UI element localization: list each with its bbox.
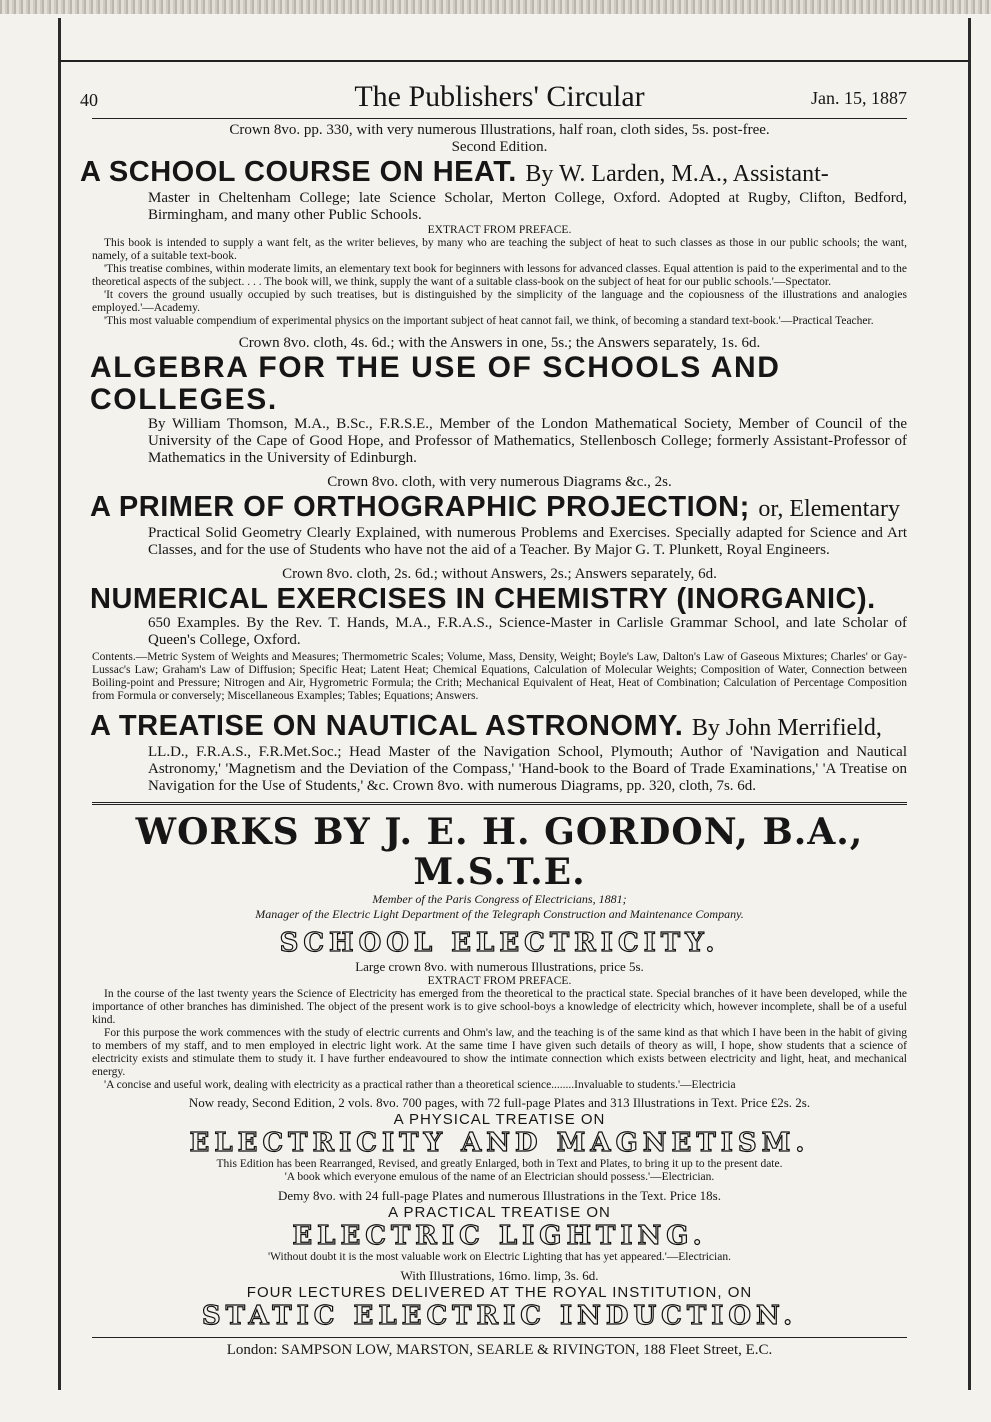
review-quote: 'This most valuable compendium of experimental physics on the important subject of heat cannot fail, we think, of becoming a standard text-book.'—Practical Teacher. xyxy=(104,315,874,327)
book-title xyxy=(90,710,907,744)
imprint-line: Now ready, Second Edition, 2 vols. 8vo. 700 pages, with 72 full-page Plates and 313 Illustrations in Text. Price £2s. 2s. xyxy=(188,1095,811,1110)
title-prefix: FOUR LECTURES DELIVERED AT THE ROYAL INSTITUTION, ON xyxy=(246,1284,753,1301)
book-title: SCHOOL ELECTRICITY. xyxy=(279,928,720,958)
author-desc: Master in Cheltenham College; late Science Scholar, Merton College, Oxford. Adopted at Rugby, Clifton, Bedford, Birmingham, and many other Public Schools. xyxy=(148,190,907,223)
book-title: STATIC ELECTRIC INDUCTION. xyxy=(201,1301,798,1331)
title-text: A SCHOOL COURSE ON HEAT. xyxy=(80,156,517,188)
review-quote: 'A book which everyone emulous of the name of an Electrician should possess.'—Electrician. xyxy=(284,1171,715,1183)
imprint-line: Crown 8vo. cloth, 4s. 6d.; with the Answers in one, 5s.; the Answers separately, 1s. 6d. xyxy=(238,335,761,351)
page-number: 40 xyxy=(80,90,98,110)
edition-line: Second Edition. xyxy=(451,139,548,155)
imprint-line: Crown 8vo. cloth, with very numerous Diagrams &c., 2s. xyxy=(327,474,672,490)
review-quote: 'It covers the ground usually occupied by such treatises, but is distinguished by the simplicity of the language and the copiousness of the illustrations and analogies employed.'—Academy. xyxy=(92,289,907,314)
section-heading: WORKS BY J. E. H. GORDON, B.A., M.S.T.E. xyxy=(135,811,864,893)
top-rule xyxy=(60,60,969,62)
book-title: ELECTRICITY AND MAGNETISM. xyxy=(189,1128,810,1158)
publisher-footer: London: SAMPSON LOW, MARSTON, SEARLE & RIVINGTON, 188 Fleet Street, E.C. xyxy=(92,1337,907,1359)
page-content xyxy=(80,80,907,1359)
imprint-line: Crown 8vo. cloth, 2s. 6d.; without Answers, 2s.; Answers separately, 6d. xyxy=(282,566,717,582)
right-border-rule xyxy=(968,18,971,1390)
journal-title: The Publishers' Circular xyxy=(354,80,645,113)
author-desc: 650 Examples. By the Rev. T. Hands, M.A., F.R.A.S., Science-Master in Carlisle Grammar School, and late Scholar of Queen's College, Oxford. xyxy=(148,615,907,648)
author-credential: Member of the Paris Congress of Electricians, 1881; xyxy=(372,892,627,906)
ad-nautical-astronomy xyxy=(92,710,907,795)
ad-school-course-heat xyxy=(80,122,907,328)
issue-date: Jan. 15, 1887 xyxy=(811,88,907,108)
title-text: A TREATISE ON NAUTICAL ASTRONOMY. xyxy=(90,710,684,742)
author-desc: LL.D., F.R.A.S., F.R.Met.Soc.; Head Master of the Navigation School, Plymouth; Author of 'Navigation and Nautical Astronomy,' 'Magnetism and the Deviation of the Compass,' 'Hand-book to the Board of Trade Examinations,' 'A Treatise on Navigation for the Use of Students,' &c. Crown 8vo. with numerous Diagrams, pp. 320, cloth, 7s. 6d. xyxy=(148,744,907,794)
author-desc: By William Thomson, M.A., B.Sc., F.R.S.E., Member of the London Mathematical Society, Member of Council of the University of the Cape of Good Hope, and Professor of Mathematics, Stellenbosch College; formerly Assistant-Professor of Mathematics in the University of Edinburgh. xyxy=(148,416,907,466)
extract-body xyxy=(92,237,907,328)
left-border-rule xyxy=(58,18,61,1390)
section-divider xyxy=(92,802,907,805)
extract-heading: EXTRACT FROM PREFACE. xyxy=(427,975,572,987)
review-quote: 'This treatise combines, within moderate limits, an elementary text book for beginners with lessons for advanced classes. Equal attention is paid to the experimental and to the theoretical aspects of the subject. . . . The book will, we think, supply the want of a suitable class-book on the subject of heat for our public schools.'—Spectator. xyxy=(92,263,907,288)
ad-numerical-chemistry xyxy=(92,566,907,703)
edition-note: This Edition has been Rearranged, Revised, and greatly Enlarged, both in Text and Plates, to bring it up to the present date. xyxy=(216,1158,783,1170)
paragraph: For this purpose the work commences with the study of electric currents and Ohm's law, and the teaching is of the same kind as that which I have been in the habit of giving to members of my staff, and to men employed in electric light work. At the same time I have given such details of theory as will, I hope, show students that a science of electricity exists and stimulate them to study it. I have further endeavoured to show the intimate connection which exists between electricity and light, heat, and mechanical energy. xyxy=(92,1027,907,1078)
extract-body xyxy=(92,988,907,1092)
byline: By W. Larden, M.A., Assistant- xyxy=(525,161,829,187)
paragraph: This book is intended to supply a want felt, as the writer believes, by many who are teaching the subject of heat to such classes as those in our public schools; the want, namely, of a suitable text-book. xyxy=(92,237,907,262)
paragraph: In the course of the last twenty years the Science of Electricity has emerged from the theoretical to the practical state. Special branches of it have been developed, while the importance of other branches has diminished. The object of the present work is to give school-boys a knowledge of electricity which, however incomplete, shall be of a useful kind. xyxy=(92,988,907,1026)
title-prefix: A PHYSICAL TREATISE ON xyxy=(393,1111,606,1128)
book-title: NUMERICAL EXERCISES IN CHEMISTRY (INORGANIC). xyxy=(90,583,876,615)
review-quote: 'A concise and useful work, dealing with electricity as a practical rather than a theoretical science........Invaluable to students.'—Electricia xyxy=(104,1079,736,1091)
imprint-line: With Illustrations, 16mo. limp, 3s. 6d. xyxy=(400,1268,599,1283)
book-title xyxy=(90,491,907,525)
title-prefix: A PRACTICAL TREATISE ON xyxy=(388,1204,611,1221)
author-credential: Manager of the Electric Light Department of the Telegraph Construction and Maintenance Company. xyxy=(255,907,744,921)
book-title: ELECTRIC LIGHTING. xyxy=(292,1221,707,1251)
ad-primer-projection xyxy=(92,474,907,559)
imprint-line: Large crown 8vo. with numerous Illustrations, price 5s. xyxy=(355,959,644,974)
ad-gordon-works xyxy=(92,812,907,1331)
imprint-line: Crown 8vo. pp. 330, with very numerous Illustrations, half roan, cloth sides, 5s. post-free. xyxy=(229,122,770,138)
scan-edge xyxy=(0,0,991,14)
extract-heading: EXTRACT FROM PREFACE. xyxy=(427,224,572,236)
title-text: A PRIMER OF ORTHOGRAPHIC PROJECTION; xyxy=(90,491,750,523)
ad-algebra xyxy=(92,335,907,467)
review-quote: 'Without doubt it is the most valuable work on Electric Lighting that has yet appeared.'—Electrician. xyxy=(268,1251,731,1263)
running-header xyxy=(80,80,907,119)
book-title: ALGEBRA FOR THE USE OF SCHOOLS AND COLLEGES. xyxy=(90,351,781,416)
book-title xyxy=(80,156,907,190)
imprint-line: Demy 8vo. with 24 full-page Plates and numerous Illustrations in the Text. Price 18s. xyxy=(278,1188,721,1203)
title-tail: or, Elementary xyxy=(758,496,900,522)
byline: By John Merrifield, xyxy=(691,715,882,741)
contents-list: Contents.—Metric System of Weights and Measures; Thermometric Scales; Volume, Mass, Density, Weight; Boyle's Law, Dalton's Law of Gaseous Mixtures; Charles' or Gay-Lussac's Law; Graham's Law of Diffusion; Specific Heat; Latent Heat; Chemical Equations, Calculation of Molecular Weights; Composition of Water, Connection between Boiling-point and Pressure; Nitrogen and Air, Hygrometric Formula; the Crith; Mechanical Equivalent of Heat, Heat of Combination; Calculation of Percentage Composition from Formula or conversely; Miscellaneous Examples; Tables; Equations; Answers. xyxy=(92,651,907,702)
author-desc: Practical Solid Geometry Clearly Explained, with numerous Problems and Exercises. Specially adapted for Science and Art Classes, and for the use of Students who have not the aid of a Teacher. By Major G. T. Plunkett, Royal Engineers. xyxy=(148,525,907,558)
